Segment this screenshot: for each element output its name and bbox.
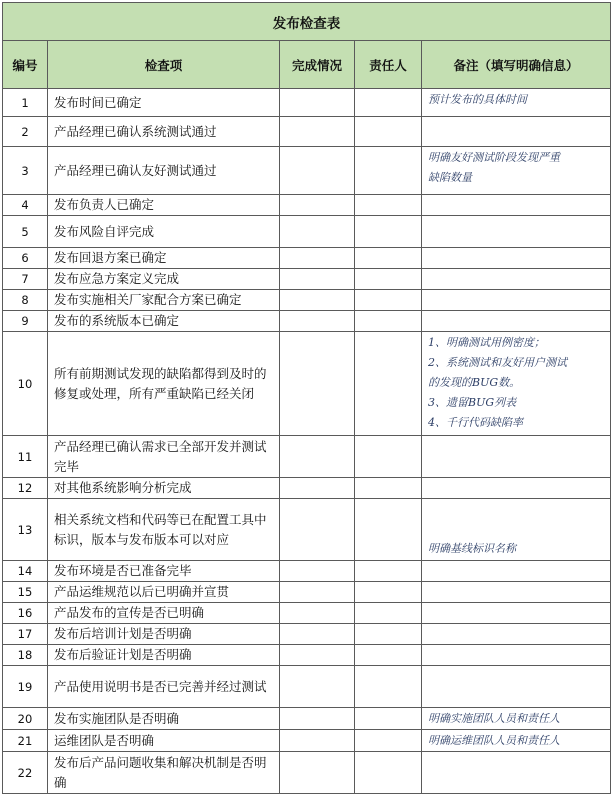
row-number: 11 xyxy=(3,436,48,478)
table-row xyxy=(3,195,611,216)
row-number: 9 xyxy=(3,311,48,332)
row-number: 12 xyxy=(3,478,48,499)
row-owner-cell[interactable] xyxy=(355,666,422,708)
row-remarks-cell[interactable] xyxy=(422,216,611,248)
row-owner-cell[interactable] xyxy=(355,582,422,603)
row-number: 19 xyxy=(3,666,48,708)
row-number: 3 xyxy=(3,147,48,195)
row-completion-cell[interactable] xyxy=(280,666,355,708)
row-owner-cell[interactable] xyxy=(355,730,422,752)
row-check-item: 所有前期测试发现的缺陷都得到及时的修复或处理，所有严重缺陷已经关闭 xyxy=(48,332,280,436)
remark-line: 3、遗留BUG列表 xyxy=(428,396,517,409)
row-owner-cell[interactable] xyxy=(355,195,422,216)
row-owner-cell[interactable] xyxy=(355,311,422,332)
remark-line: 1、明确测试用例密度； xyxy=(428,336,545,349)
table-row xyxy=(3,582,611,603)
table-row xyxy=(3,248,611,269)
row-remarks-cell[interactable] xyxy=(422,290,611,311)
table-row xyxy=(3,147,611,195)
row-completion-cell[interactable] xyxy=(280,290,355,311)
row-remarks-cell[interactable] xyxy=(422,752,611,794)
row-check-item: 发布的系统版本已确定 xyxy=(48,311,280,332)
row-remarks-cell[interactable] xyxy=(422,561,611,582)
row-remarks-cell[interactable] xyxy=(422,478,611,499)
table-row xyxy=(3,645,611,666)
row-owner-cell[interactable] xyxy=(355,708,422,730)
row-completion-cell[interactable] xyxy=(280,117,355,147)
row-completion-cell[interactable] xyxy=(280,582,355,603)
row-completion-cell[interactable] xyxy=(280,332,355,436)
row-check-item: 相关系统文档和代码等已在配置工具中标识，版本与发布版本可以对应 xyxy=(48,499,280,561)
table-row xyxy=(3,332,611,436)
row-check-item: 发布实施团队是否明确 xyxy=(48,708,280,730)
row-remarks-cell[interactable] xyxy=(422,624,611,645)
row-number: 14 xyxy=(3,561,48,582)
row-owner-cell[interactable] xyxy=(355,216,422,248)
row-completion-cell[interactable] xyxy=(280,195,355,216)
row-remarks-cell[interactable] xyxy=(422,582,611,603)
row-check-item: 产品发布的宣传是否已明确 xyxy=(48,603,280,624)
row-number: 17 xyxy=(3,624,48,645)
table-row xyxy=(3,436,611,478)
row-owner-cell[interactable] xyxy=(355,478,422,499)
row-completion-cell[interactable] xyxy=(280,248,355,269)
row-check-item: 产品经理已确认系统测试通过 xyxy=(48,117,280,147)
row-remarks-cell[interactable] xyxy=(422,248,611,269)
row-number: 7 xyxy=(3,269,48,290)
remark-line: 明确基线标识名称 xyxy=(428,542,516,555)
row-remarks-cell[interactable] xyxy=(422,195,611,216)
release-checklist-table xyxy=(2,2,611,794)
row-completion-cell[interactable] xyxy=(280,624,355,645)
row-owner-cell[interactable] xyxy=(355,561,422,582)
row-completion-cell[interactable] xyxy=(280,216,355,248)
row-number: 22 xyxy=(3,752,48,794)
header-remarks: 备注（填写明确信息） xyxy=(422,41,611,89)
remark-line: 明确实施团队人员和责任人 xyxy=(428,712,560,725)
row-check-item: 发布环境是否已准备完毕 xyxy=(48,561,280,582)
row-owner-cell[interactable] xyxy=(355,147,422,195)
header-check-item: 检查项 xyxy=(48,41,280,89)
table-row xyxy=(3,708,611,730)
row-remarks-cell[interactable] xyxy=(422,645,611,666)
header-completion: 完成情况 xyxy=(280,41,355,89)
row-check-item: 产品运维规范以后已明确并宣贯 xyxy=(48,582,280,603)
table-row xyxy=(3,89,611,117)
table-row xyxy=(3,624,611,645)
table-row xyxy=(3,311,611,332)
row-owner-cell[interactable] xyxy=(355,624,422,645)
row-completion-cell[interactable] xyxy=(280,603,355,624)
row-check-item: 运维团队是否明确 xyxy=(48,730,280,752)
table-row xyxy=(3,117,611,147)
row-check-item: 发布负责人已确定 xyxy=(48,195,280,216)
row-check-item: 发布回退方案已确定 xyxy=(48,248,280,269)
row-completion-cell[interactable] xyxy=(280,561,355,582)
row-number: 5 xyxy=(3,216,48,248)
table-row xyxy=(3,752,611,794)
row-completion-cell[interactable] xyxy=(280,89,355,117)
row-remarks-cell[interactable] xyxy=(422,730,611,752)
table-row xyxy=(3,730,611,752)
table-row xyxy=(3,290,611,311)
remark-line: 缺陷数量 xyxy=(428,171,472,184)
row-remarks-cell[interactable] xyxy=(422,117,611,147)
row-completion-cell[interactable] xyxy=(280,708,355,730)
row-owner-cell[interactable] xyxy=(355,332,422,436)
row-number: 2 xyxy=(3,117,48,147)
row-owner-cell[interactable] xyxy=(355,290,422,311)
row-completion-cell[interactable] xyxy=(280,730,355,752)
row-check-item: 发布实施相关厂家配合方案已确定 xyxy=(48,290,280,311)
table-row xyxy=(3,603,611,624)
checklist-sheet xyxy=(2,2,611,794)
row-owner-cell[interactable] xyxy=(355,89,422,117)
row-owner-cell[interactable] xyxy=(355,603,422,624)
remark-line: 预计发布的具体时间 xyxy=(428,93,527,106)
table-row xyxy=(3,216,611,248)
row-check-item: 发布风险自评完成 xyxy=(48,216,280,248)
table-row xyxy=(3,666,611,708)
table-row xyxy=(3,269,611,290)
row-remarks-cell[interactable] xyxy=(422,603,611,624)
row-completion-cell[interactable] xyxy=(280,499,355,561)
table-row xyxy=(3,499,611,561)
header-number: 编号 xyxy=(3,41,48,89)
row-owner-cell[interactable] xyxy=(355,499,422,561)
row-remarks-cell[interactable] xyxy=(422,89,611,117)
row-number: 6 xyxy=(3,248,48,269)
row-owner-cell[interactable] xyxy=(355,269,422,290)
row-remarks-cell[interactable] xyxy=(422,499,611,561)
row-remarks-cell[interactable] xyxy=(422,436,611,478)
row-check-item: 发布后验证计划是否明确 xyxy=(48,645,280,666)
row-number: 21 xyxy=(3,730,48,752)
row-number: 20 xyxy=(3,708,48,730)
row-number: 15 xyxy=(3,582,48,603)
row-check-item: 产品使用说明书是否已完善并经过测试 xyxy=(48,666,280,708)
remark-line: 4、千行代码缺陷率 xyxy=(428,416,523,429)
row-remarks-cell[interactable] xyxy=(422,311,611,332)
row-check-item: 对其他系统影响分析完成 xyxy=(48,478,280,499)
row-number: 10 xyxy=(3,332,48,436)
row-number: 4 xyxy=(3,195,48,216)
row-completion-cell[interactable] xyxy=(280,436,355,478)
row-number: 18 xyxy=(3,645,48,666)
row-number: 13 xyxy=(3,499,48,561)
table-row xyxy=(3,561,611,582)
row-check-item: 发布时间已确定 xyxy=(48,89,280,117)
row-owner-cell[interactable] xyxy=(355,248,422,269)
row-check-item: 发布应急方案定义完成 xyxy=(48,269,280,290)
row-remarks-cell[interactable] xyxy=(422,708,611,730)
row-number: 16 xyxy=(3,603,48,624)
row-check-item: 发布后产品问题收集和解决机制是否明确 xyxy=(48,752,280,794)
row-number: 8 xyxy=(3,290,48,311)
row-owner-cell[interactable] xyxy=(355,436,422,478)
row-owner-cell[interactable] xyxy=(355,117,422,147)
row-number: 1 xyxy=(3,89,48,117)
row-check-item: 发布后培训计划是否明确 xyxy=(48,624,280,645)
row-completion-cell[interactable] xyxy=(280,645,355,666)
remark-line: 明确友好测试阶段发现严重 xyxy=(428,151,560,164)
row-completion-cell[interactable] xyxy=(280,478,355,499)
table-body xyxy=(3,89,611,794)
row-completion-cell[interactable] xyxy=(280,147,355,195)
row-remarks-cell[interactable] xyxy=(422,147,611,195)
row-completion-cell[interactable] xyxy=(280,752,355,794)
remark-line: 的发现的BUG数。 xyxy=(428,376,521,389)
row-check-item: 产品经理已确认需求已全部开发并测试完毕 xyxy=(48,436,280,478)
table-row xyxy=(3,478,611,499)
row-completion-cell[interactable] xyxy=(280,311,355,332)
row-remarks-cell[interactable] xyxy=(422,269,611,290)
row-check-item: 产品经理已确认友好测试通过 xyxy=(48,147,280,195)
header-owner: 责任人 xyxy=(355,41,422,89)
table-title: 发布检查表 xyxy=(3,3,611,41)
row-remarks-cell[interactable] xyxy=(422,666,611,708)
row-owner-cell[interactable] xyxy=(355,645,422,666)
remark-line: 明确运维团队人员和责任人 xyxy=(428,734,560,747)
row-owner-cell[interactable] xyxy=(355,752,422,794)
row-remarks-cell[interactable] xyxy=(422,332,611,436)
remark-line: 2、系统测试和友好用户测试 xyxy=(428,356,567,369)
header-row xyxy=(3,41,611,89)
row-completion-cell[interactable] xyxy=(280,269,355,290)
